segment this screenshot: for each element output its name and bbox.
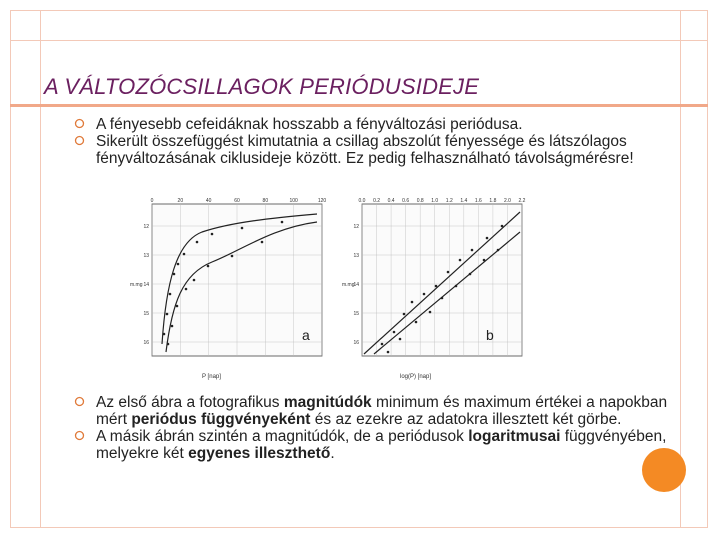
text-run: A másik ábrán szintén a magnitúdók, de a periódusok <box>96 428 469 445</box>
data-point <box>261 241 264 244</box>
data-point <box>387 351 390 354</box>
left-panel <box>130 198 326 380</box>
x-tick-label: 1.8 <box>489 198 497 204</box>
y-tick-label: 15 <box>353 311 359 317</box>
data-point <box>497 249 500 252</box>
y-tick-label: 12 <box>353 224 359 230</box>
data-point <box>281 221 284 224</box>
data-point <box>163 333 166 336</box>
text-run: és az ezekre az adatokra illesztett két görbe. <box>310 411 622 428</box>
x-tick-label: 2.2 <box>518 198 526 204</box>
x-tick-label: 100 <box>289 198 298 204</box>
frame-right-rule <box>680 10 681 528</box>
bullet-list-top <box>74 116 674 167</box>
x-tick-label: 120 <box>317 198 327 204</box>
data-point <box>207 265 210 268</box>
y-tick-label: 16 <box>143 340 149 346</box>
x-tick-label: 0.2 <box>373 198 381 204</box>
data-point <box>447 271 450 274</box>
bullet-item <box>74 133 674 167</box>
text-run: Az első ábra a fotografikus <box>96 394 284 411</box>
text-run: . <box>330 445 335 462</box>
bold-run: egyenes illeszthető <box>188 445 331 462</box>
y-tick-label: 13 <box>353 253 359 259</box>
x-tick-label: 1.2 <box>445 198 453 204</box>
data-point <box>173 273 176 276</box>
data-point <box>399 338 402 341</box>
slide-title: A VÁLTOZÓCSILLAGOK PERIÓDUSIDEJE <box>44 74 480 99</box>
bullet-text <box>96 428 666 462</box>
x-tick-label: 0.6 <box>402 198 410 204</box>
data-point <box>423 293 426 296</box>
bold-run: periódus függvényeként <box>131 411 311 428</box>
left-y-label: m.mg <box>130 282 143 288</box>
data-point <box>171 325 174 328</box>
circle-outline-icon <box>74 430 85 441</box>
data-point <box>211 233 214 236</box>
frame-left-rule <box>40 10 41 528</box>
bold-run: magnitúdók <box>283 394 372 411</box>
bullet-text: A fényesebb cefeidáknak hosszabb a fényváltozási periódusa. <box>96 116 523 133</box>
period-luminosity-figure <box>130 194 532 384</box>
data-point <box>486 237 489 240</box>
data-point <box>196 241 199 244</box>
data-point <box>483 259 486 262</box>
y-tick-label: 14 <box>143 282 149 288</box>
left-panel-label: a <box>302 327 310 343</box>
data-point <box>176 305 179 308</box>
title-underline <box>10 104 708 107</box>
x-tick-label: 2.0 <box>503 198 511 204</box>
right-panel <box>342 198 526 380</box>
bullet-item <box>74 394 674 428</box>
bullet-item <box>74 116 674 133</box>
x-tick-label: 0.0 <box>358 198 366 204</box>
data-point <box>435 285 438 288</box>
data-point <box>455 285 458 288</box>
right-y-label: m.mg <box>342 282 355 288</box>
data-point <box>193 279 196 282</box>
x-tick-label: 40 <box>205 198 212 204</box>
x-tick-label: 1.0 <box>431 198 439 204</box>
data-point <box>459 259 462 262</box>
circle-outline-icon <box>74 118 85 129</box>
text-run: függvényében, melyekre két <box>96 428 667 462</box>
accent-dot <box>642 448 686 492</box>
data-point <box>411 301 414 304</box>
data-point <box>231 255 234 258</box>
y-tick-label: 12 <box>143 224 149 230</box>
frame-top-rule <box>10 40 708 41</box>
data-point <box>501 225 504 228</box>
bullet-list-bottom <box>74 394 674 462</box>
text-run: minimum és maximum értékei a napokban mért <box>96 394 668 428</box>
y-tick-label: 13 <box>143 253 149 259</box>
data-point <box>166 313 169 316</box>
y-tick-label: 14 <box>353 282 359 288</box>
data-point <box>381 343 384 346</box>
bullet-item <box>74 428 674 462</box>
x-tick-label: 20 <box>177 198 184 204</box>
x-tick-label: 1.6 <box>474 198 482 204</box>
y-tick-label: 16 <box>353 340 359 346</box>
y-tick-label: 15 <box>143 311 149 317</box>
data-point <box>393 331 396 334</box>
x-tick-label: 0.8 <box>416 198 424 204</box>
data-point <box>441 297 444 300</box>
data-point <box>403 313 406 316</box>
data-point <box>177 263 180 266</box>
bullet-text <box>96 394 667 428</box>
data-point <box>429 311 432 314</box>
x-tick-label: 80 <box>262 198 269 204</box>
x-tick-label: 0 <box>150 198 154 204</box>
right-x-label: log(P) [nap] <box>400 374 432 380</box>
left-y-ticks <box>143 224 149 346</box>
left-x-ticks <box>151 198 327 204</box>
x-tick-label: 0.4 <box>387 198 395 204</box>
x-tick-label: 60 <box>234 198 240 204</box>
right-x-ticks <box>359 198 526 204</box>
right-panel-label: b <box>486 327 494 343</box>
data-point <box>185 288 188 291</box>
left-x-label: P [nap] <box>202 374 221 380</box>
data-point <box>469 273 472 276</box>
data-point <box>241 227 244 230</box>
data-point <box>183 253 186 256</box>
x-tick-label: 1.4 <box>460 198 468 204</box>
bullet-text: Sikerült összefüggést kimutatnia a csillag abszolút fényessége és látszólagos fényváltozásának ciklusideje között. Ez pedig felhasználható távolságmérésre! <box>96 133 634 167</box>
circle-outline-icon <box>74 396 85 407</box>
data-point <box>471 249 474 252</box>
data-point <box>415 321 418 324</box>
bold-run: logaritmusai <box>468 428 561 445</box>
data-point <box>169 293 172 296</box>
circle-outline-icon <box>74 135 85 146</box>
data-point <box>167 343 170 346</box>
